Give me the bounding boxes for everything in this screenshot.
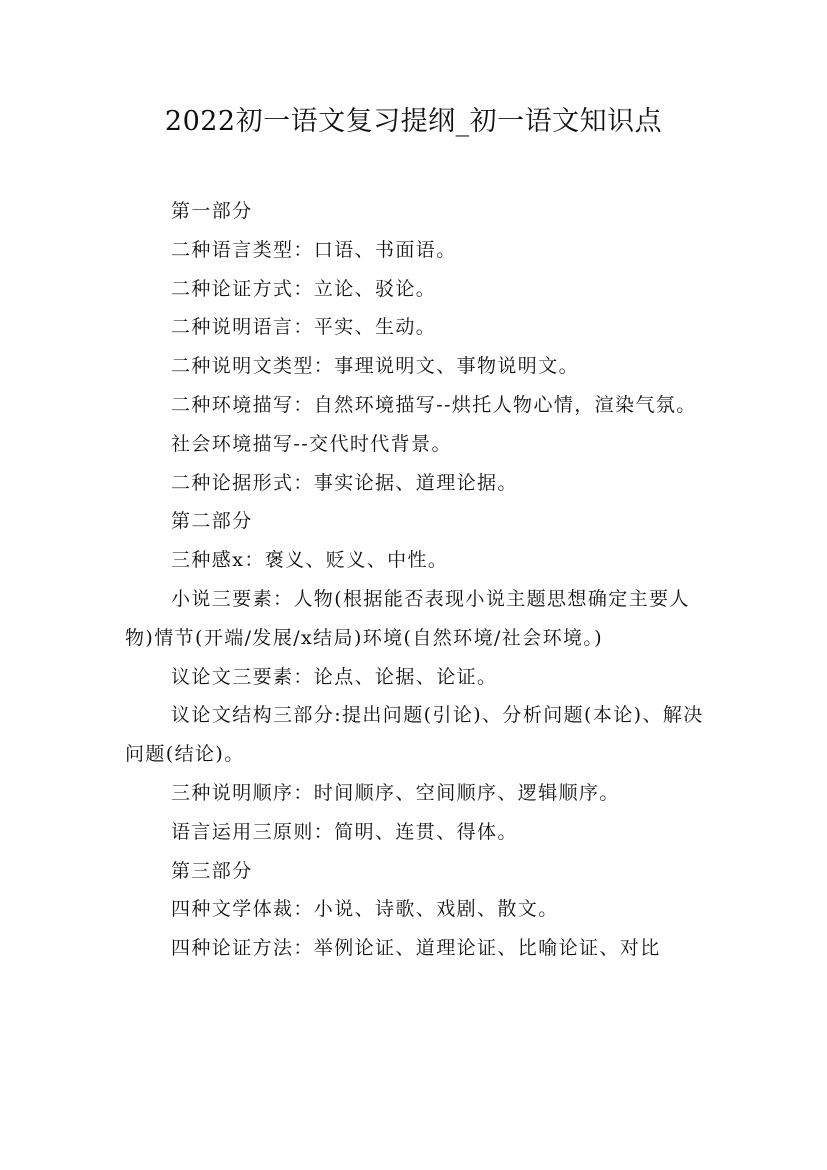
section-heading-part-1: 第一部分 (171, 200, 253, 222)
paragraph-language-principles: 语言运用三原则：简明、连贯、得体。 (171, 820, 518, 843)
paragraph-connotation-types: 三种感x：褒义、贬义、中性。 (171, 549, 449, 572)
paragraph-evidence-forms: 二种论据形式：事实论据、道理论据。 (171, 471, 518, 494)
paragraph-environment-description: 二种环境描写：自然环境描写--烘托人物心情，渲染气氛。 (171, 393, 697, 416)
paragraph-language-types: 二种语言类型：口语、书面语。 (171, 238, 457, 261)
paragraph-literary-genres: 四种文学体裁：小说、诗歌、戏剧、散文。 (171, 898, 559, 921)
paragraph-novel-elements: 小说三要素：人物(根据能否表现小说主题思想确定主要人物)情节(开端/发展/x结局)环境(自然环境/社会环境。) (125, 587, 690, 649)
paragraph-argument-elements: 议论文三要素：论点、论据、论证。 (171, 665, 498, 688)
paragraph-expository-language: 二种说明语言：平实、生动。 (171, 316, 437, 339)
document-title: 2022初一语文复习提纲_初一语文知识点 (164, 106, 663, 137)
document-body (125, 192, 715, 968)
section-heading-part-2: 第二部分 (171, 510, 253, 533)
paragraph-explanation-order: 三种说明顺序：时间顺序、空间顺序、逻辑顺序。 (171, 781, 620, 804)
paragraph-argument-structure: 议论文结构三部分:提出问题(引论)、分析问题(本论)、解决问题(结论)。 (125, 704, 704, 766)
paragraph-social-environment: 社会环境描写--交代时代背景。 (171, 432, 452, 455)
paragraph-argument-modes: 二种论证方式：立论、驳论。 (171, 277, 437, 300)
paragraph-expository-types: 二种说明文类型：事理说明文、事物说明文。 (171, 355, 580, 378)
section-heading-part-3: 第三部分 (171, 859, 253, 882)
paragraph-argument-methods: 四种论证方法：举例论证、道理论证、比喻论证、对比 (171, 937, 661, 960)
